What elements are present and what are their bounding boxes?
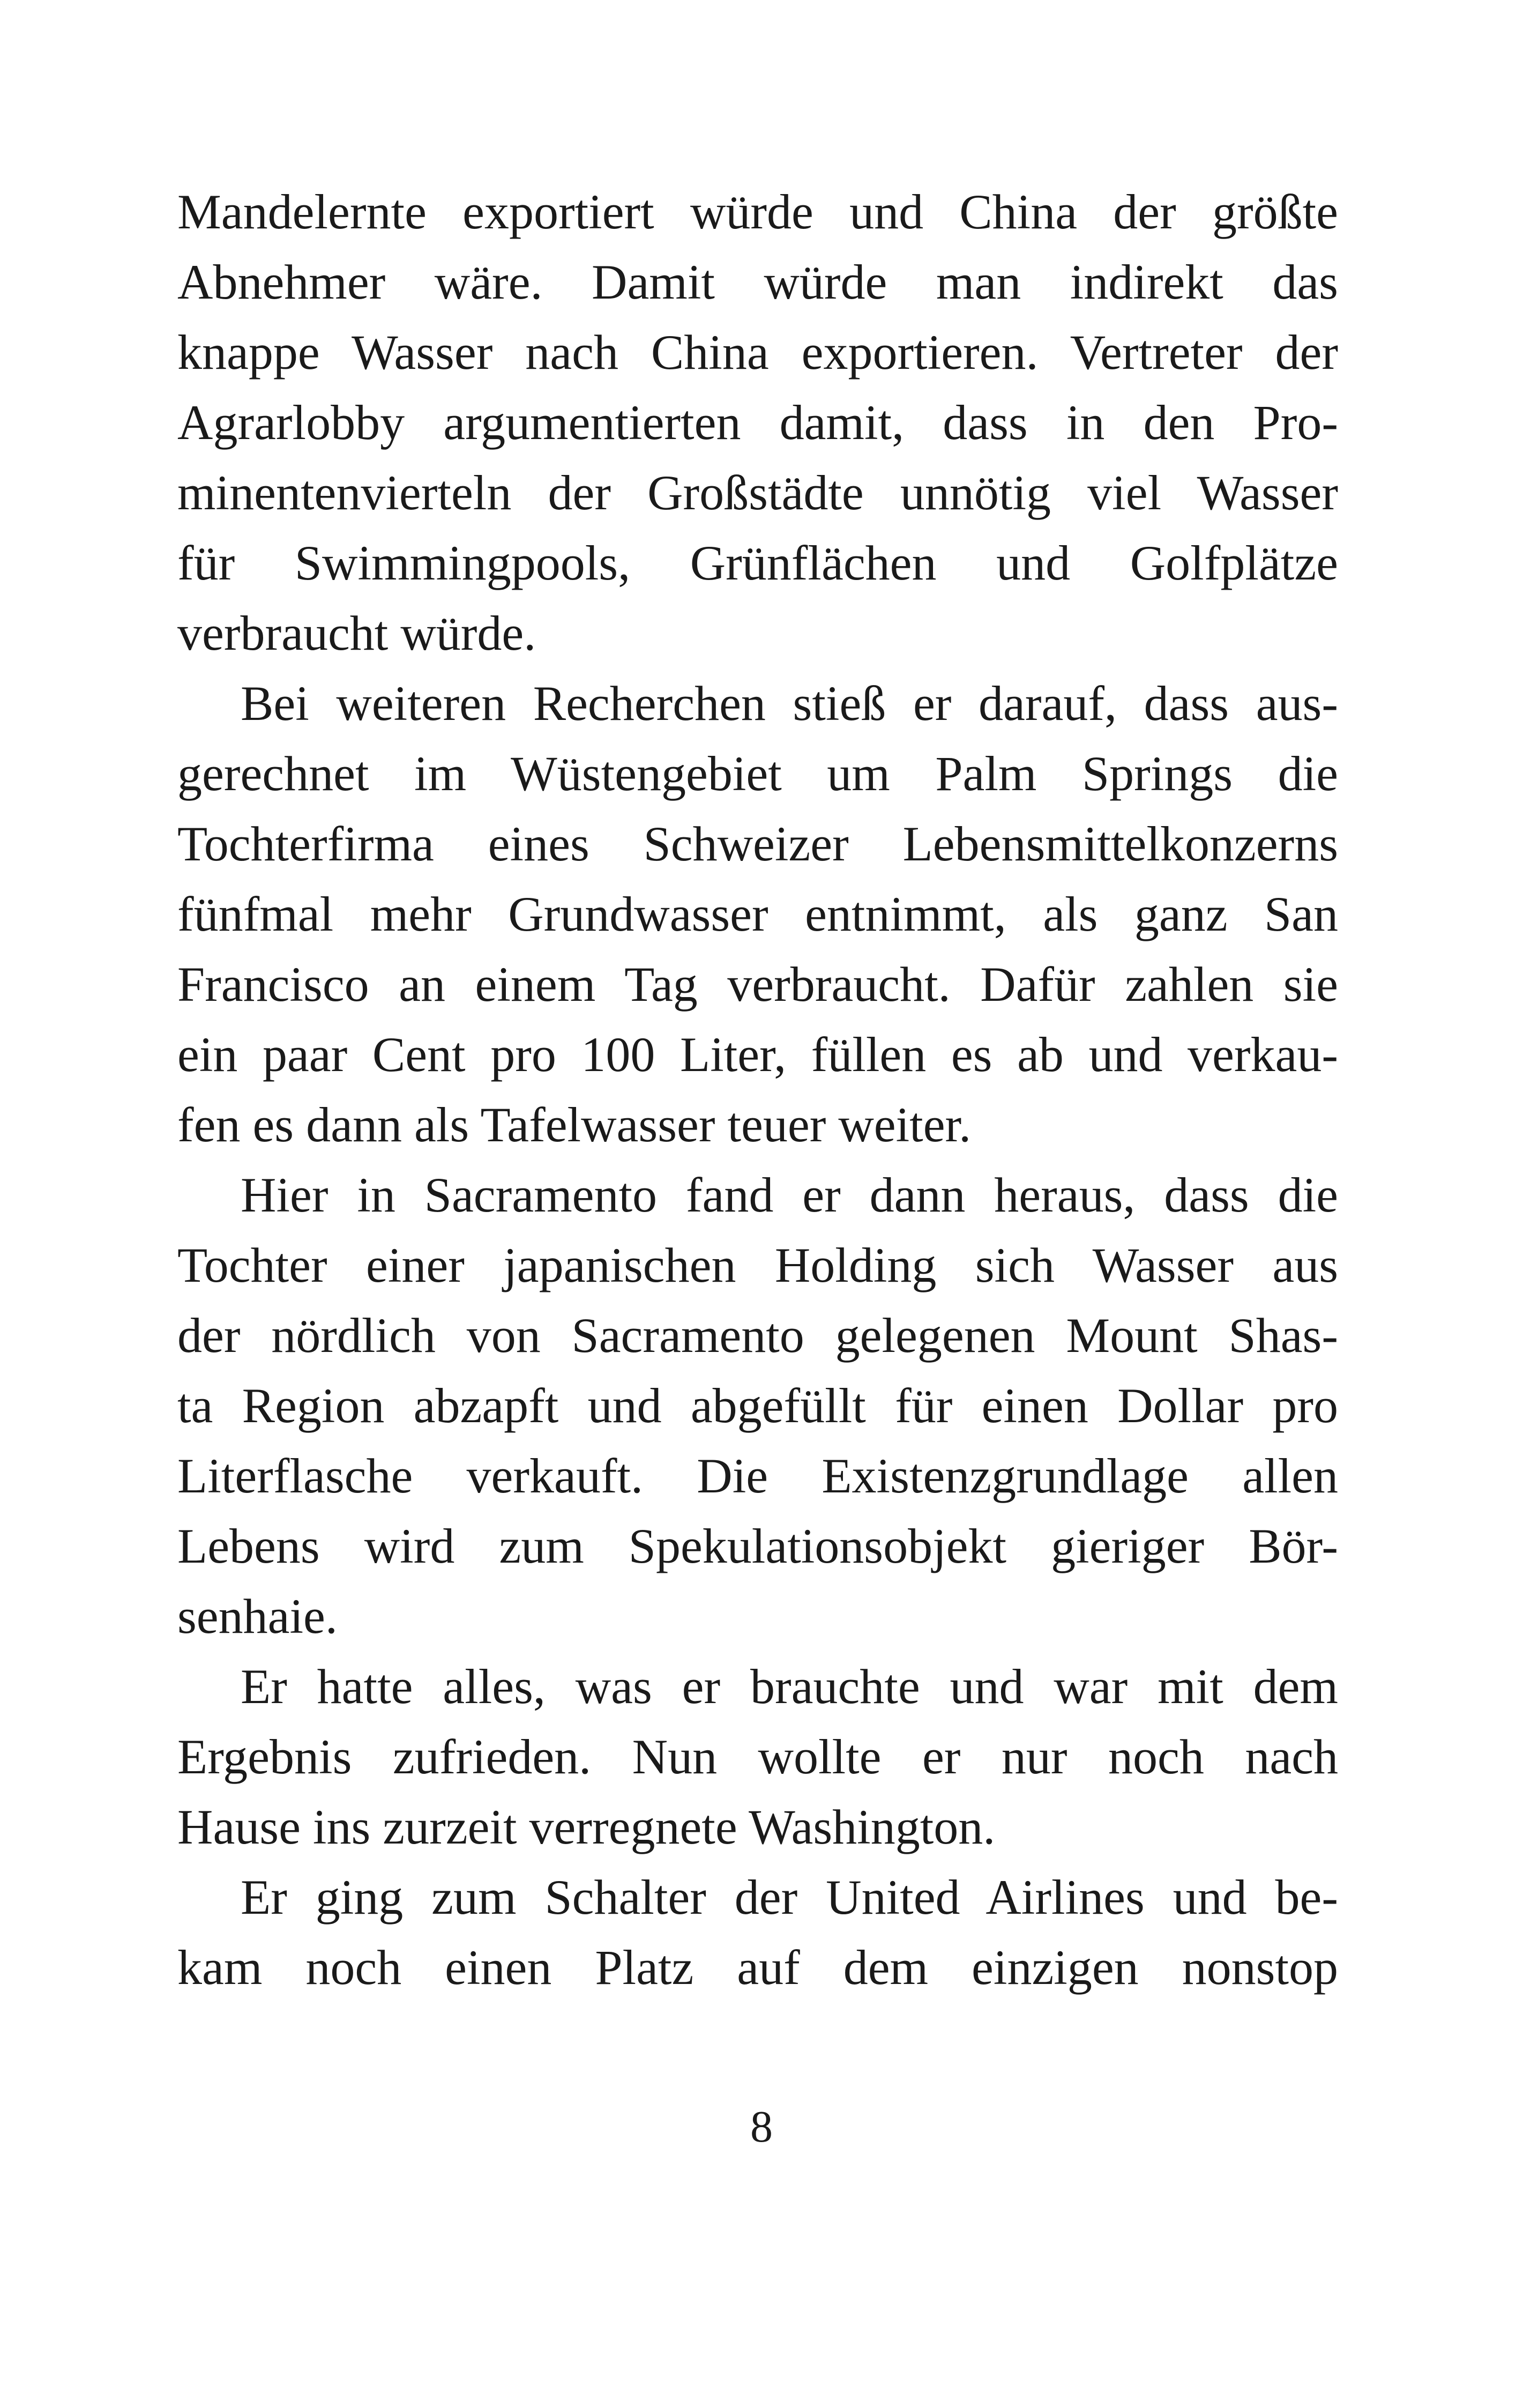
- text-line: senhaie.: [177, 1589, 338, 1644]
- text-line: Er hatte alles, was er brauchte und war mit dem: [241, 1659, 1338, 1714]
- page-number: 8: [750, 2102, 773, 2152]
- text-line: knappe Wasser nach China exportieren. Vertreter der: [177, 325, 1338, 380]
- text-line: für Swimmingpools, Grünflächen und Golfplätze: [177, 536, 1338, 590]
- text-line: der nördlich von Sacramento gelegenen Mount Shas-: [177, 1308, 1338, 1363]
- body-text: [177, 177, 1338, 2003]
- text-line: Lebens wird zum Spekulationsobjekt gieriger Bör-: [177, 1519, 1338, 1573]
- text-line: Abnehmer wäre. Damit würde man indirekt das: [177, 255, 1338, 309]
- text-line: Hause ins zurzeit verregnete Washington.: [177, 1800, 996, 1854]
- text-line: fen es dann als Tafelwasser teuer weiter.: [177, 1097, 972, 1152]
- text-line: Er ging zum Schalter der United Airlines und be-: [241, 1870, 1338, 1924]
- text-line: Francisco an einem Tag verbraucht. Dafür zahlen sie: [177, 957, 1338, 1012]
- text-line: Agrarlobby argumentierten damit, dass in den Pro-: [177, 395, 1338, 450]
- text-line: gerechnet im Wüstengebiet um Palm Springs die: [177, 746, 1338, 801]
- text-line: ein paar Cent pro 100 Liter, füllen es ab und verkau-: [177, 1027, 1338, 1082]
- text-line: Ergebnis zufrieden. Nun wollte er nur noch nach: [177, 1729, 1338, 1784]
- text-line: verbraucht würde.: [177, 606, 536, 660]
- text-line: Hier in Sacramento fand er dann heraus, dass die: [241, 1168, 1338, 1222]
- text-line: ta Region abzapft und abgefüllt für einen Dollar pro: [177, 1378, 1338, 1433]
- text-line: Literflasche verkauft. Die Existenzgrundlage allen: [177, 1448, 1338, 1503]
- text-line: minentenvierteln der Großstädte unnötig viel Wasser: [177, 465, 1338, 520]
- text-line: Tochterfirma eines Schweizer Lebensmittelkonzerns: [177, 816, 1338, 871]
- text-line: Bei weiteren Recherchen stieß er darauf, dass aus-: [241, 676, 1338, 731]
- text-line: Mandelernte exportiert würde und China der größte: [177, 184, 1338, 239]
- text-line: fünfmal mehr Grundwasser entnimmt, als ganz San: [177, 887, 1338, 941]
- text-line: kam noch einen Platz auf dem einzigen nonstop: [177, 1940, 1338, 1995]
- text-line: Tochter einer japanischen Holding sich Wasser aus: [177, 1238, 1338, 1292]
